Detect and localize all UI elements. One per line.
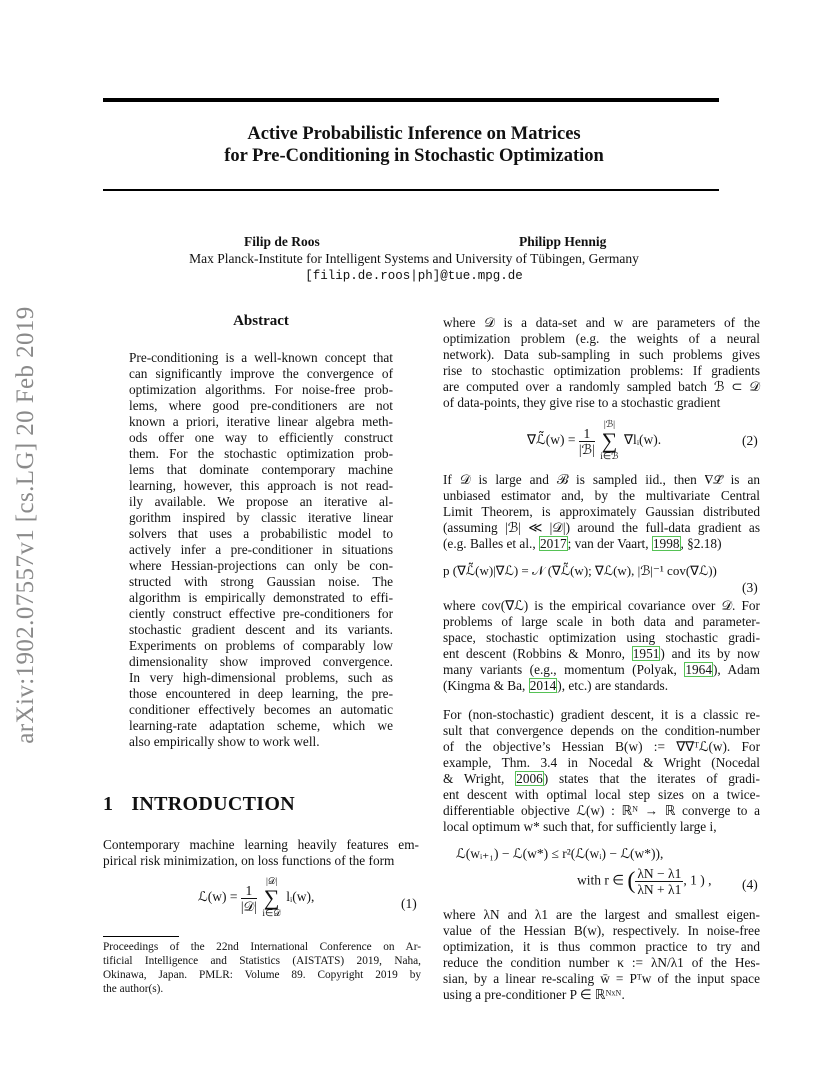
footnote-line: Okinawa, Japan. PMLR: Volume 89. Copyright 2019 by: [103, 969, 421, 981]
citation-link[interactable]: 1998: [652, 536, 680, 551]
section-title: INTRODUCTION: [131, 793, 295, 815]
body-line: value of the Hessian B(w), respectively. In noise-free: [443, 923, 760, 938]
citation-link[interactable]: 2014: [529, 678, 557, 693]
body-line: where cov(∇ℒ) is the empirical covariance over 𝒟. For: [443, 598, 760, 613]
author-email: [filip.de.roos|ph]@tue.mpg.de: [305, 269, 523, 283]
intro-line: Contemporary machine learning heavily features em-: [103, 837, 419, 852]
equation-3: p (∇ℒ̃(w)|∇ℒ) = 𝒩 (∇ℒ̃(w); ∇ℒ(w), |ℬ|⁻¹ cov(∇ℒ)): [443, 563, 717, 578]
eq4-prefix: with r ∈: [577, 872, 625, 888]
eq2-number: (2): [742, 433, 758, 448]
text: (e.g. Balles et al.,: [443, 536, 539, 551]
body-line: example, Thm. 3.4 in Nocedal & Wright (Nocedal: [443, 755, 760, 770]
body-line: reduce the condition number κ := λN/λ1 of the Hes-: [443, 955, 760, 970]
right-para-4: [443, 707, 760, 835]
body-line-with-citations: [443, 536, 760, 552]
abstract-line: algorithm is empirically demonstrated to effi-: [129, 590, 393, 605]
body-line: Limit Theorem, is approximately Gaussian distributed: [443, 504, 760, 519]
body-line-with-citation: [443, 646, 760, 662]
text: & Wright,: [443, 771, 516, 786]
equation-2: [527, 420, 661, 462]
body-line: sian, by a linear re-scaling w̄ = Pᵀw of the input space: [443, 971, 760, 986]
abstract-line: learning, however, this approach is not read-: [129, 478, 393, 493]
abstract-line: Pre-conditioning is a well-known concept that: [129, 350, 393, 365]
abstract-line: learning-rate adaptation scheme, which we: [129, 718, 393, 733]
intro-body: [103, 837, 419, 869]
body-line: (assuming |ℬ| ≪ |𝒟|) around the full-data gradient as: [443, 520, 760, 535]
body-line-with-citation: [443, 678, 760, 694]
right-para-3: [443, 598, 760, 694]
eq3-number: (3): [742, 580, 758, 595]
eq2-sum-top: |ℬ|: [603, 420, 616, 430]
section-number: 1: [103, 793, 114, 815]
sigma-symbol: ∑: [263, 885, 280, 910]
eq1-sum-top: |𝒟|: [265, 877, 278, 887]
title-top-rule: [103, 98, 719, 102]
eq1-frac-bottom: |𝒟|: [240, 898, 258, 914]
abstract-line: where Hessian-projections can only be con-: [129, 558, 393, 573]
equation-4-line-2: [577, 866, 711, 897]
abstract-line: Experiments on problems of comparably low: [129, 638, 393, 653]
abstract-line: known a priori, iterative linear algebra meth-: [129, 414, 393, 429]
footnote-line: Proceedings of the 22nd International Conference on Ar-: [103, 941, 421, 953]
eq2-frac-bottom: |ℬ|: [578, 441, 595, 457]
abstract-line: gorithm inspired by classic iterative linear: [129, 510, 393, 525]
text: ) and its by now: [660, 646, 760, 661]
abstract-line: solvers that uses a probabilistic model to: [129, 526, 393, 541]
abstract-line: In very high-dimensional problems, such as: [129, 670, 393, 685]
body-line: If 𝒟 is large and ℬ is sampled iid., then ∇ℒ̃ is an: [443, 472, 760, 487]
sigma-symbol: ∑: [601, 428, 618, 453]
footnote-line: tificial Intelligence and Statistics (AISTATS) 2019, Naha,: [103, 955, 421, 967]
text: ), Adam: [712, 662, 760, 677]
affiliation: Max Planck-Institute for Intelligent Systems and University of Tübingen, Germany: [189, 251, 639, 266]
right-para-1: [443, 315, 760, 411]
text: (Kingma & Ba,: [443, 678, 529, 693]
citation-link[interactable]: 1951: [632, 646, 660, 661]
eq1-sum: [262, 877, 281, 919]
body-line: sult that convergence depends on the condition-number: [443, 723, 760, 738]
author-2: Philipp Hennig: [519, 234, 607, 249]
eq2-fraction: [579, 426, 595, 457]
eq2-frac-top: 1: [579, 426, 595, 442]
text: ent descent (Robbins & Monro,: [443, 646, 632, 661]
body-line: For (non-stochastic) gradient descent, it is a classic re-: [443, 707, 760, 722]
body-line: space, stochastic optimization using stochastic gradi-: [443, 630, 760, 645]
text: many variants (e.g., momentum (Polyak,: [443, 662, 685, 677]
title-line-2: for Pre-Conditioning in Stochastic Optimization: [224, 146, 604, 166]
abstract-line: ciently construct effective pre-conditioners for: [129, 606, 393, 621]
footnote-line: the author(s).: [103, 983, 164, 995]
body-line: of the objective’s Hessian B(w) := ∇∇ᵀℒ(w). For: [443, 739, 760, 754]
body-line: of data-points, they give rise to a stochastic gradient: [443, 395, 721, 410]
abstract-line: lems that dominate contemporary machine: [129, 462, 393, 477]
title-bottom-rule: [103, 189, 719, 191]
eq2-sum-bottom: i∈ℬ: [600, 452, 619, 462]
footnote-rule: [103, 936, 179, 937]
eq1-fraction: [241, 883, 257, 914]
abstract-heading: Abstract: [233, 313, 289, 329]
text: , §2.18): [680, 536, 722, 551]
abstract-line: stochastic gradient descent and its variants.: [129, 622, 393, 637]
eq2-lhs: ∇ℒ̃(w) =: [527, 432, 576, 448]
footnote: [103, 940, 421, 996]
body-line: rise to stochastic optimization problems: If gradients: [443, 363, 760, 378]
section-heading: [103, 793, 295, 816]
abstract-line: can significantly improve the convergence of: [129, 366, 393, 381]
abstract-line: those encountered in deep learning, the pre-: [129, 686, 393, 701]
body-line-with-citation: [443, 771, 760, 787]
eq4-frac-bottom: λN + λ1: [637, 882, 682, 897]
abstract-line: actively infer a pre-conditioner in situations: [129, 542, 393, 557]
text: ) states that the iterates of gradi-: [543, 771, 760, 786]
text: ), etc.) are standards.: [557, 678, 669, 693]
body-line: local optimum w* such that, for sufficiently large i,: [443, 819, 717, 834]
arxiv-stamp-text: arXiv:1902.07557v1 [cs.LG] 20 Feb 2019: [12, 306, 39, 744]
abstract-line: lems, where good pre-conditioners are not: [129, 398, 393, 413]
intro-line: pirical risk minimization, on loss functions of the form: [103, 853, 395, 868]
right-para-2: [443, 472, 760, 552]
eq4-frac-top: λN − λ1: [637, 866, 682, 881]
right-para-5: [443, 907, 760, 1003]
abstract-line: ily available. We propose an iterative al-: [129, 494, 393, 509]
body-line: network). Data sub-sampling in such problems gives: [443, 347, 760, 362]
body-line-with-citation: [443, 662, 760, 678]
eq1-number: (1): [401, 896, 417, 911]
citation-link[interactable]: 2006: [516, 771, 543, 786]
title-line-1: Active Probabilistic Inference on Matrices: [247, 124, 581, 144]
eq2-sum: [600, 420, 618, 462]
abstract-line: ods offer one way to efficiently construct: [129, 430, 393, 445]
eq2-rhs: ∇lᵢ(w).: [624, 432, 662, 448]
eq1-sum-bottom: i∈𝒟: [262, 909, 281, 919]
citation-link[interactable]: 2017: [540, 536, 567, 551]
body-line: using a pre-conditioner P ∈ ℝᴺˣᴺ.: [443, 987, 625, 1002]
body-line: differentiable objective ℒ(w) : ℝᴺ → ℝ converge to a: [443, 803, 760, 818]
abstract-line: optimization algorithms. For noise-free prob-: [129, 382, 393, 397]
eq4-suffix: , 1 ) ,: [683, 872, 712, 888]
equation-4-line-1: ℒ(wᵢ₊₁) − ℒ(w*) ≤ r²(ℒ(wᵢ) − ℒ(w*)),: [456, 846, 664, 861]
citation-link[interactable]: 1964: [685, 662, 712, 677]
abstract-body: [129, 350, 393, 750]
body-line: are computed over a randomly sampled batch ℬ ⊂ 𝒟: [443, 379, 760, 394]
abstract-line: structed with strong Gaussian noise. The: [129, 574, 393, 589]
eq4-number: (4): [742, 877, 758, 892]
body-line: unbiased estimator and, by the multivariate Central: [443, 488, 760, 503]
body-line: optimization problem (e.g. the weights of a neural: [443, 331, 760, 346]
eq1-rhs: lᵢ(w),: [286, 889, 315, 905]
equation-1: [198, 877, 314, 919]
body-line: optimization, it is thus common practice to try and: [443, 939, 760, 954]
body-line: where 𝒟 is a data-set and w are parameters of the: [443, 315, 760, 330]
abstract-line: also empirically show to work well.: [129, 734, 320, 749]
arxiv-stamp: [4, 290, 48, 760]
open-paren: (: [627, 868, 636, 894]
eq1-frac-top: 1: [241, 883, 257, 899]
text: ; van der Vaart,: [567, 536, 652, 551]
body-line: ent descent with optimal local step sizes on a twice-: [443, 787, 760, 802]
abstract-line: them. For the stochastic optimization prob-: [129, 446, 393, 461]
author-1: Filip de Roos: [244, 234, 320, 249]
eq4-fraction: [635, 866, 683, 897]
body-line: where λN and λ1 are the largest and smallest eigen-: [443, 907, 760, 922]
body-line: problems of large scale in both data and parameter-: [443, 614, 760, 629]
abstract-line: conditioner effectively becomes an automatic: [129, 702, 393, 717]
abstract-line: dimensionality show improved convergence.: [129, 654, 393, 669]
eq1-lhs: ℒ(w) =: [198, 889, 238, 905]
